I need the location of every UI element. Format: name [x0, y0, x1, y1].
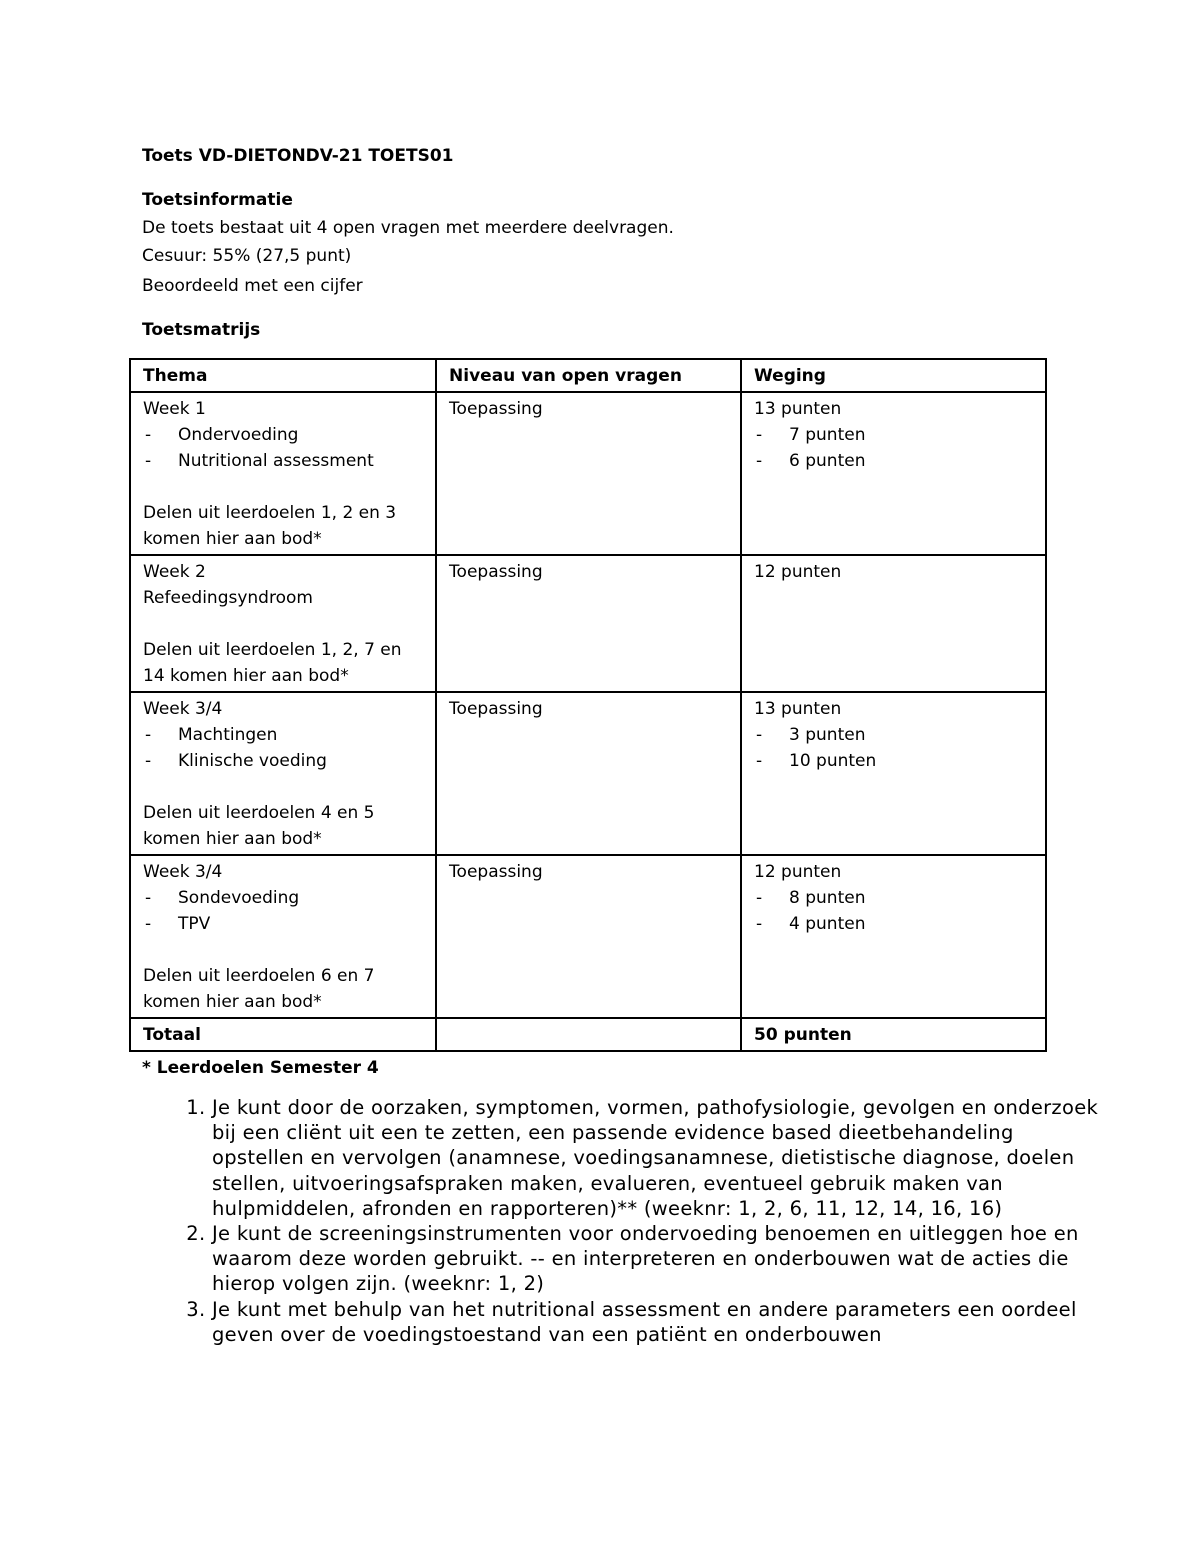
info-line-cesuur: Cesuur: 55% (27,5 punt)	[142, 246, 352, 266]
weging-cell	[741, 692, 1046, 855]
topic-list	[143, 422, 423, 474]
total-label: Totaal	[130, 1018, 436, 1051]
topic-item: - Machtingen	[143, 722, 423, 748]
niveau-cell: Toepassing	[436, 392, 741, 555]
sub-weight-item: - 10 punten	[754, 748, 1033, 774]
total-level	[436, 1018, 741, 1051]
toetsmatrijs-table	[129, 358, 1047, 1052]
info-line-grading: Beoordeeld met een cijfer	[142, 276, 363, 296]
weging-cell	[741, 555, 1046, 692]
sub-weight-list	[754, 722, 1033, 774]
sub-weight-item: - 4 punten	[754, 911, 1033, 937]
table-header-row	[130, 359, 1046, 392]
table-row	[130, 392, 1046, 555]
document-title: Toets VD-DIETONDV-21 TOETS01	[142, 146, 454, 166]
header-niveau: Niveau van open vragen	[436, 359, 741, 392]
goal-item: 3. Je kunt met behulp van het nutritional assessment en andere parameters een oordeel geven over de voedingstoestand van een patiënt en onderbouwen	[212, 1297, 1112, 1347]
week-label: Week 2	[143, 562, 206, 582]
sub-weight-list	[754, 422, 1033, 474]
sub-weight-item: - 8 punten	[754, 885, 1033, 911]
topic-item: - Klinische voeding	[143, 748, 423, 774]
goals-heading: * Leerdoelen Semester 4	[142, 1058, 379, 1078]
niveau-cell: Toepassing	[436, 555, 741, 692]
table-total-row	[130, 1018, 1046, 1051]
leerdoelen-note: Delen uit leerdoelen 4 en 5 komen hier aan bod*	[143, 803, 375, 849]
info-line-questions: De toets bestaat uit 4 open vragen met meerdere deelvragen.	[142, 218, 674, 238]
table-row	[130, 855, 1046, 1018]
topic-item: - Sondevoeding	[143, 885, 423, 911]
sub-weight-item: - 6 punten	[754, 448, 1033, 474]
weight-total: 13 punten	[754, 399, 842, 419]
weight-total: 12 punten	[754, 562, 842, 582]
table-row	[130, 555, 1046, 692]
info-heading: Toetsinformatie	[142, 190, 293, 210]
thema-cell	[130, 555, 436, 692]
topic-list	[143, 885, 423, 937]
topic-list	[143, 722, 423, 774]
thema-cell	[130, 855, 436, 1018]
topic-item: - Ondervoeding	[143, 422, 423, 448]
thema-cell	[130, 392, 436, 555]
topic-item: - TPV	[143, 911, 423, 937]
topic-line: Refeedingsyndroom	[143, 588, 313, 608]
sub-weight-list	[754, 885, 1033, 937]
matrix-heading: Toetsmatrijs	[142, 320, 261, 340]
weight-total: 12 punten	[754, 862, 842, 882]
leerdoelen-note: Delen uit leerdoelen 6 en 7 komen hier aan bod*	[143, 966, 375, 1012]
niveau-cell: Toepassing	[436, 855, 741, 1018]
header-thema: Thema	[130, 359, 436, 392]
weging-cell	[741, 855, 1046, 1018]
weight-total: 13 punten	[754, 699, 842, 719]
week-label: Week 1	[143, 399, 206, 419]
weging-cell	[741, 392, 1046, 555]
sub-weight-item: - 3 punten	[754, 722, 1033, 748]
week-label: Week 3/4	[143, 862, 223, 882]
goal-item: 1. Je kunt door de oorzaken, symptomen, vormen, pathofysiologie, gevolgen en onderzoek bij een cliënt uit een te zetten, een passende evidence based dieetbehandeling opstellen en vervolgen (anamnese, voedingsanamnese, dietistische diagnose, doelen stellen, uitvoeringsafspraken maken, evalueren, eventueel gebruik maken van hulpmiddelen, afronden en rapporteren)** (weeknr: 1, 2, 6, 11, 12, 14, 16, 16)	[212, 1095, 1112, 1221]
table-row	[130, 692, 1046, 855]
thema-cell	[130, 692, 436, 855]
leerdoelen-note: Delen uit leerdoelen 1, 2 en 3 komen hier aan bod*	[143, 503, 397, 549]
header-weging: Weging	[741, 359, 1046, 392]
sub-weight-item: - 7 punten	[754, 422, 1033, 448]
niveau-cell: Toepassing	[436, 692, 741, 855]
total-weight: 50 punten	[741, 1018, 1046, 1051]
leerdoelen-note: Delen uit leerdoelen 1, 2, 7 en 14 komen hier aan bod*	[143, 640, 402, 686]
topic-item: - Nutritional assessment	[143, 448, 423, 474]
goals-list	[170, 1095, 1112, 1347]
goal-item: 2. Je kunt de screeningsinstrumenten voor ondervoeding benoemen en uitleggen hoe en waarom deze worden gebruikt. -- en interpreteren en onderbouwen wat de acties die hierop volgen zijn. (weeknr: 1, 2)	[212, 1221, 1112, 1297]
week-label: Week 3/4	[143, 699, 223, 719]
